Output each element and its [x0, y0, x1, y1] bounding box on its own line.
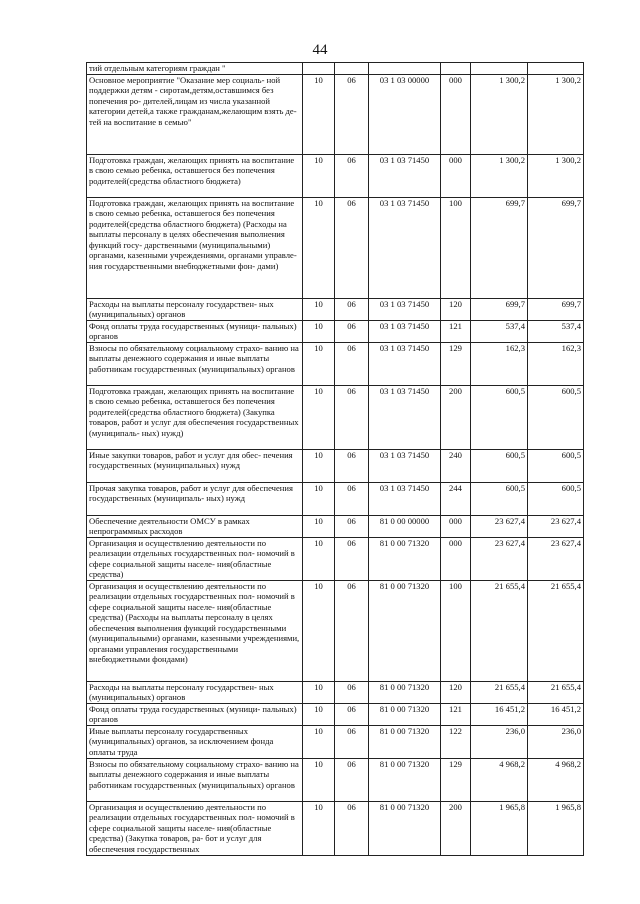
amount-first: 21 655,4: [471, 580, 528, 681]
amount-first: 699,7: [471, 197, 528, 298]
subsection-code: 06: [335, 385, 369, 449]
target-article-code: 03 1 03 71450: [369, 320, 441, 342]
table-row: [87, 515, 584, 537]
amount-first: 1 300,2: [471, 154, 528, 197]
expense-type-code: 200: [441, 385, 471, 449]
item-name: Организация и осуществлению деятельности по реализации отдельных государственных пол- номочий в сфере социальной защиты населе- ния(областные средства) (Закупка товаров, ра- бот и услуг для обеспечения государственных: [87, 801, 303, 855]
target-article-code: 03 1 03 71450: [369, 385, 441, 449]
target-article-code: 03 1 03 71450: [369, 298, 441, 320]
subsection-code: 06: [335, 320, 369, 342]
amount-second: 699,7: [528, 298, 584, 320]
budget-table: [86, 62, 584, 856]
table-row: [87, 681, 584, 703]
item-name: Основное мероприятие "Оказание мер социаль- ной поддержки детям - сиротам,детям,оставшимся без попечения ро- дителей,лицам из числа указанной категории детей,а также гражданам,желающим взять де- тей на воспитание в семью": [87, 74, 303, 154]
amount-first: 1 965,8: [471, 801, 528, 855]
subsection-code: 06: [335, 515, 369, 537]
target-article-code: 03 1 03 00000: [369, 74, 441, 154]
subsection-code: 06: [335, 482, 369, 515]
table-row: [87, 154, 584, 197]
amount-first: 23 627,4: [471, 515, 528, 537]
table-row: [87, 703, 584, 725]
section-code: 10: [303, 449, 335, 482]
amount-second: 1 965,8: [528, 801, 584, 855]
section-code: 10: [303, 197, 335, 298]
item-name: Иные выплаты персоналу государственных (муниципальных) органов, за исключением фонда оплаты труда: [87, 725, 303, 758]
item-name: Расходы на выплаты персоналу государствен- ных (муниципальных) органов: [87, 298, 303, 320]
section-code: 10: [303, 385, 335, 449]
target-article-code: 81 0 00 71320: [369, 725, 441, 758]
section-code: 10: [303, 703, 335, 725]
expense-type-code: 240: [441, 449, 471, 482]
subsection-code: 06: [335, 703, 369, 725]
target-article-code: [369, 63, 441, 75]
amount-first: 236,0: [471, 725, 528, 758]
subsection-code: 06: [335, 758, 369, 801]
expense-type-code: 100: [441, 580, 471, 681]
item-name: тий отдельным категориям граждан ": [87, 63, 303, 75]
expense-type-code: 122: [441, 725, 471, 758]
table-row: [87, 580, 584, 681]
subsection-code: 06: [335, 298, 369, 320]
target-article-code: 81 0 00 71320: [369, 758, 441, 801]
item-name: Организация и осуществлению деятельности по реализации отдельных государственных пол- номочий в сфере социальной защиты населе- ния(областные средства) (Расходы на выплаты персоналу в целях обеспечения выполнения функций государственными (муниципальными) органами, казенными учреждениями, органами управления государственными внебюджетными фондами): [87, 580, 303, 681]
expense-type-code: 129: [441, 758, 471, 801]
table-row: [87, 758, 584, 801]
target-article-code: 03 1 03 71450: [369, 154, 441, 197]
amount-first: 1 300,2: [471, 74, 528, 154]
table-row: [87, 320, 584, 342]
table-row: [87, 537, 584, 580]
expense-type-code: 244: [441, 482, 471, 515]
amount-first: 537,4: [471, 320, 528, 342]
amount-first: 21 655,4: [471, 681, 528, 703]
target-article-code: 03 1 03 71450: [369, 449, 441, 482]
table-row: [87, 449, 584, 482]
section-code: 10: [303, 320, 335, 342]
amount-second: 699,7: [528, 197, 584, 298]
expense-type-code: [441, 63, 471, 75]
amount-first: 162,3: [471, 342, 528, 385]
target-article-code: 81 0 00 71320: [369, 703, 441, 725]
target-article-code: 03 1 03 71450: [369, 342, 441, 385]
expense-type-code: 100: [441, 197, 471, 298]
expense-type-code: 121: [441, 320, 471, 342]
subsection-code: 06: [335, 154, 369, 197]
section-code: 10: [303, 537, 335, 580]
section-code: [303, 63, 335, 75]
table-row: [87, 342, 584, 385]
item-name: Иные закупки товаров, работ и услуг для обес- печения государственных (муниципальных) нужд: [87, 449, 303, 482]
subsection-code: 06: [335, 580, 369, 681]
table-row: [87, 197, 584, 298]
amount-second: 600,5: [528, 385, 584, 449]
subsection-code: 06: [335, 449, 369, 482]
expense-type-code: 120: [441, 681, 471, 703]
amount-first: 23 627,4: [471, 537, 528, 580]
table-row: [87, 482, 584, 515]
amount-second: 600,5: [528, 449, 584, 482]
amount-second: 21 655,4: [528, 580, 584, 681]
table-body: [87, 63, 584, 856]
amount-first: 600,5: [471, 385, 528, 449]
amount-first: 16 451,2: [471, 703, 528, 725]
section-code: 10: [303, 74, 335, 154]
expense-type-code: 000: [441, 74, 471, 154]
expense-type-code: 000: [441, 537, 471, 580]
target-article-code: 81 0 00 71320: [369, 580, 441, 681]
subsection-code: 06: [335, 801, 369, 855]
amount-second: 162,3: [528, 342, 584, 385]
section-code: 10: [303, 725, 335, 758]
target-article-code: 81 0 00 71320: [369, 537, 441, 580]
item-name: Организация и осуществлению деятельности по реализации отдельных государственных пол- номочий в сфере социальной защиты населе- ния(областные средства): [87, 537, 303, 580]
section-code: 10: [303, 154, 335, 197]
section-code: 10: [303, 342, 335, 385]
amount-first: 600,5: [471, 449, 528, 482]
amount-second: [528, 63, 584, 75]
subsection-code: 06: [335, 74, 369, 154]
section-code: 10: [303, 482, 335, 515]
amount-second: 1 300,2: [528, 154, 584, 197]
amount-second: 600,5: [528, 482, 584, 515]
subsection-code: 06: [335, 197, 369, 298]
table-row: [87, 74, 584, 154]
amount-second: 23 627,4: [528, 515, 584, 537]
table-row: [87, 725, 584, 758]
target-article-code: 81 0 00 71320: [369, 681, 441, 703]
section-code: 10: [303, 758, 335, 801]
section-code: 10: [303, 580, 335, 681]
expense-type-code: 000: [441, 154, 471, 197]
amount-second: 21 655,4: [528, 681, 584, 703]
table-row: [87, 801, 584, 855]
amount-first: 4 968,2: [471, 758, 528, 801]
item-name: Обеспечение деятельности ОМСУ в рамках непрограммных расходов: [87, 515, 303, 537]
subsection-code: 06: [335, 725, 369, 758]
item-name: Взносы по обязательному социальному страхо- ванию на выплаты денежного содержания и иные выплаты работникам государственных (муниципальных) органов: [87, 342, 303, 385]
amount-second: 16 451,2: [528, 703, 584, 725]
section-code: 10: [303, 801, 335, 855]
amount-second: 4 968,2: [528, 758, 584, 801]
target-article-code: 81 0 00 71320: [369, 801, 441, 855]
amount-second: 236,0: [528, 725, 584, 758]
item-name: Подготовка граждан, желающих принять на воспитание в свою семью ребенка, оставшегося без попечения родителей(средства областного бюджета) (Расходы на выплаты персоналу в целях обеспечения выполнения функций госу- дарственными (муниципальными) органами, казенными учреждениями, органами управле- ния государственными внебюджетными фон- дами): [87, 197, 303, 298]
amount-second: 537,4: [528, 320, 584, 342]
expense-type-code: 200: [441, 801, 471, 855]
item-name: Фонд оплаты труда государственных (муници- пальных) органов: [87, 703, 303, 725]
target-article-code: 03 1 03 71450: [369, 482, 441, 515]
item-name: Подготовка граждан, желающих принять на воспитание в свою семью ребенка, оставшегося без попечения родителей(средства областного бюджета) (Закупка товаров, работ и услуг для обеспечения государственных (муниципаль- ных) нужд): [87, 385, 303, 449]
item-name: Расходы на выплаты персоналу государствен- ных (муниципальных) органов: [87, 681, 303, 703]
expense-type-code: 121: [441, 703, 471, 725]
item-name: Фонд оплаты труда государственных (муници- пальных) органов: [87, 320, 303, 342]
expense-type-code: 120: [441, 298, 471, 320]
subsection-code: 06: [335, 681, 369, 703]
table-row: [87, 298, 584, 320]
amount-second: 23 627,4: [528, 537, 584, 580]
expense-type-code: 129: [441, 342, 471, 385]
amount-first: [471, 63, 528, 75]
table-row: [87, 385, 584, 449]
page-number: 44: [312, 42, 328, 58]
section-code: 10: [303, 515, 335, 537]
amount-second: 1 300,2: [528, 74, 584, 154]
item-name: Прочая закупка товаров, работ и услуг для обеспечения государственных (муниципаль- ных) нужд: [87, 482, 303, 515]
subsection-code: [335, 63, 369, 75]
amount-first: 600,5: [471, 482, 528, 515]
section-code: 10: [303, 298, 335, 320]
amount-first: 699,7: [471, 298, 528, 320]
table-row: [87, 63, 584, 75]
target-article-code: 81 0 00 00000: [369, 515, 441, 537]
subsection-code: 06: [335, 537, 369, 580]
subsection-code: 06: [335, 342, 369, 385]
item-name: Подготовка граждан, желающих принять на воспитание в свою семью ребенка, оставшегося без попечения родителей(средства областного бюджета): [87, 154, 303, 197]
target-article-code: 03 1 03 71450: [369, 197, 441, 298]
item-name: Взносы по обязательному социальному страхо- ванию на выплаты денежного содержания и иные выплаты работникам государственных (муниципальных) органов: [87, 758, 303, 801]
section-code: 10: [303, 681, 335, 703]
expense-type-code: 000: [441, 515, 471, 537]
